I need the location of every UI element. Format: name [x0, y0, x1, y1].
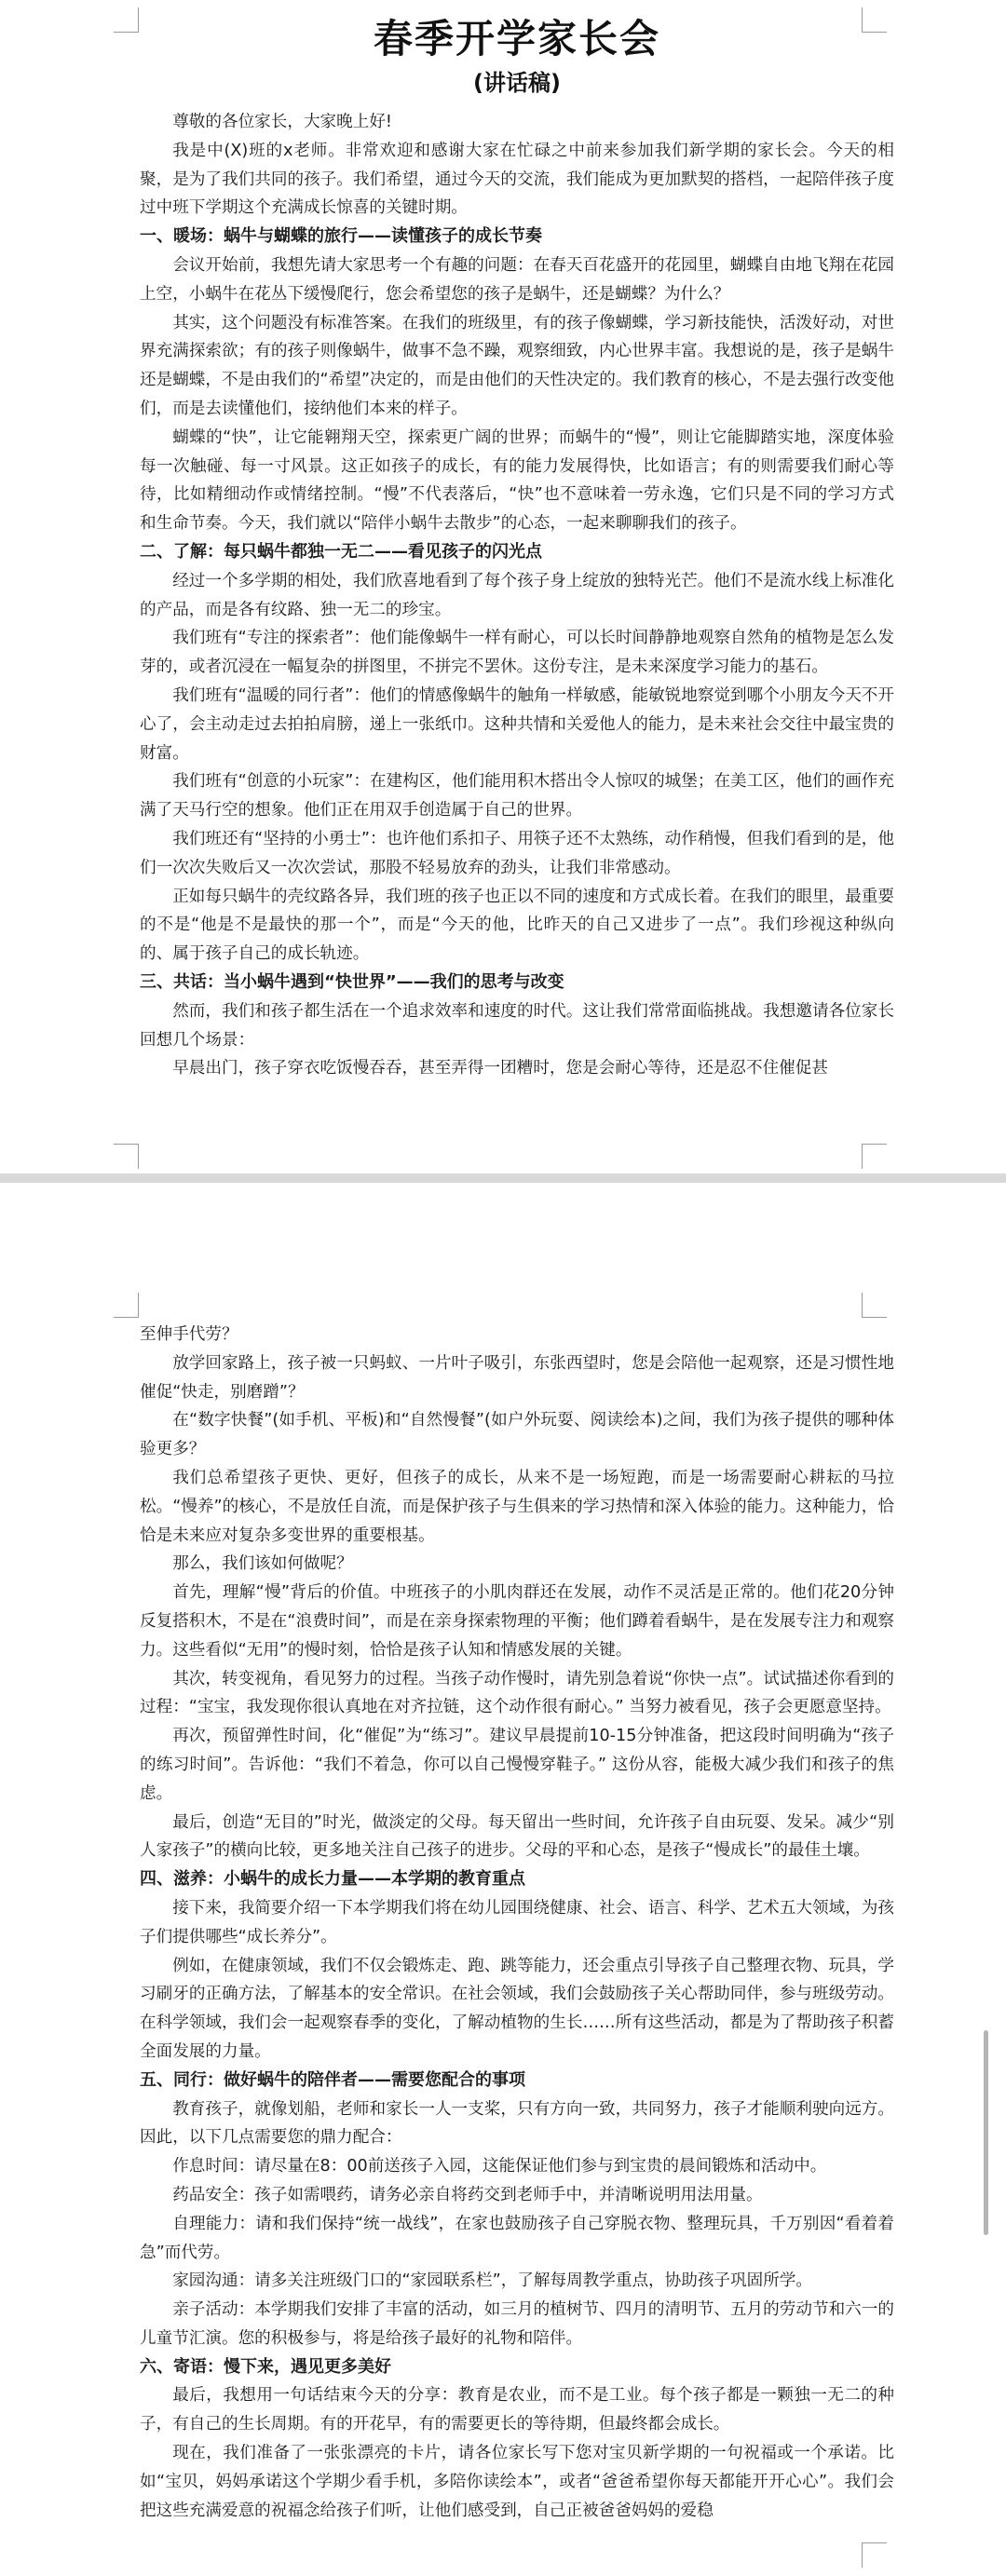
page-1-body [140, 13, 894, 1083]
page-2-body [140, 1321, 894, 2525]
paragraph: 早晨出门，孩子穿衣吃饭慢吞吞，甚至弄得一团糟时，您是会耐心等待，还是忍不住催促甚 [172, 1059, 828, 1078]
paragraph: 例如，在健康领域，我们不仅会锻炼走、跑、跳等能力，还会重点引导孩子自己整理衣物、玩具，学习刷牙的正确方法，了解基本的安全常识。在社会领域，我们会鼓励孩子关心帮助同伴，参与班级劳动。在科学领域，我们会一起观察春季的变化，了解动植物的生长……所有这些活动，都是为了帮助孩子积蓄全面发展的力量。 [140, 1956, 894, 2061]
paragraph: 药品安全：孩子如需喂药，请务必亲自将药交到老师手中，并清晰说明用法用量。 [172, 2185, 763, 2204]
paragraph: 自理能力：请和我们保持“统一战线”，在家也鼓励孩子自己穿脱衣物、整理玩具，千万别因“看着着急”而代劳。 [140, 2214, 894, 2262]
paragraph: 然而，我们和孩子都生活在一个追求效率和速度的时代。这让我们常常面临挑战。我想邀请各位家长回想几个场景： [140, 1001, 894, 1050]
paragraph: 最后，创造“无目的”时光，做淡定的父母。每天留出一些时间，允许孩子自由玩耍、发呆。减少“别人家孩子”的横向比较，更多地关注自己孩子的进步。父母的平和心态，是孩子“慢成长”的最佳土壤。 [140, 1812, 894, 1861]
document-page-1 [0, 0, 1006, 1173]
page-corner-mark [862, 1293, 887, 1318]
paragraph: 接下来，我简要介绍一下本学期我们将在幼儿园围绕健康、社会、语言、科学、艺术五大领域，为孩子们提供哪些“成长养分”。 [140, 1898, 894, 1946]
paragraph: 在“数字快餐”(如手机、平板)和“自然慢餐”(如户外玩耍、阅读绘本)之间，我们为孩子提供的哪种体验更多？ [140, 1411, 894, 1459]
paragraph: 其次，转变视角，看见努力的过程。当孩子动作慢时，请先别急着说“你快一点”。试试描述你看到的过程：“宝宝，我发现你很认真地在对齐拉链，这个动作很有耐心。” 当努力被看见，孩子会更愿意坚持。 [140, 1669, 894, 1717]
paragraph: 现在，我们准备了一张张漂亮的卡片，请各位家长写下您对宝贝新学期的一句祝福或一个承诺。比如“宝贝，妈妈承诺这个学期少看手机，多陪你读绘本”，或者“爸爸希望你每天都能开开心心”。我们会把这些充满爱意的祝福念给孩子们听，让他们感受到，自己正被爸爸妈妈的爱稳 [140, 2444, 894, 2520]
section-heading: 五、同行：做好蜗牛的陪伴者——需要您配合的事项 [140, 2069, 525, 2090]
paragraph: 正如每只蜗牛的壳纹路各异，我们班的孩子也正以不同的速度和方式成长着。在我们的眼里，最重要的不是“他是不是最快的那一个”，而是“今天的他，比昨天的自己又进步了一点”。我们珍视这种纵向的、属于孩子自己的成长轨迹。 [140, 887, 894, 964]
paragraph: 经过一个多学期的相处，我们欣喜地看到了每个孩子身上绽放的独特光芒。他们不是流水线上标准化的产品，而是各有纹路、独一无二的珍宝。 [140, 571, 894, 619]
paragraph: 至伸手代劳？ [140, 1325, 238, 1344]
paragraph: 最后，我想用一句话结束今天的分享：教育是农业，而不是工业。每个孩子都是一颗独一无二的种子，有自己的生长周期。有的开花早，有的需要更长的等待期，但最终都会成长。 [140, 2386, 894, 2434]
page-corner-mark [114, 7, 139, 33]
paragraph: 蝴蝶的“快”，让它能翱翔天空，探索更广阔的世界；而蜗牛的“慢”，则让它能脚踏实地，深度体验每一次触碰、每一寸风景。这正如孩子的成长，有的能力发展得快，比如语言；有的则需要我们耐心等待，比如精细动作或情绪控制。“慢”不代表落后，“快”也不意味着一劳永逸，它们只是不同的学习方式和生命节奏。今天，我们就以“陪伴小蜗牛去散步”的心态，一起来聊聊我们的孩子。 [140, 427, 894, 534]
page-corner-mark [862, 2542, 887, 2568]
paragraph: 家园沟通：请多关注班级门口的“家园联系栏”，了解每周教学重点，协助孩子巩固所学。 [172, 2271, 812, 2291]
paragraph: 我们班有“创意的小玩家”：在建构区，他们能用积木搭出令人惊叹的城堡；在美工区，他们的画作充满了天马行空的想象。他们正在用双手创造属于自己的世界。 [140, 772, 894, 820]
page-corner-mark [114, 1293, 139, 1318]
page-separator [0, 1173, 1006, 1183]
paragraph: 亲子活动：本学期我们安排了丰富的活动，如三月的植树节、四月的清明节、五月的劳动节和六一的儿童节汇演。您的积极参与，将是给孩子最好的礼物和陪伴。 [140, 2300, 894, 2348]
document-subtitle: (讲话稿) [473, 70, 561, 96]
page-1-paragraphs [140, 108, 894, 1083]
paragraph: 放学回家路上，孩子被一只蚂蚁、一片叶子吸引，东张西望时，您是会陪他一起观察，还是习惯性地催促“快走，别磨蹭”？ [140, 1353, 894, 1402]
paragraph: 作息时间：请尽量在8：00前送孩子入园，这能保证他们参与到宝贵的晨间锻炼和活动中。 [172, 2157, 827, 2176]
paragraph: 我们班有“专注的探索者”：他们能像蜗牛一样有耐心，可以长时间静静地观察自然角的植物是怎么发芽的，或者沉浸在一幅复杂的拼图里，不拼完不罢休。这份专注，是未来深度学习能力的基石。 [140, 629, 894, 677]
page-2-paragraphs [140, 1321, 894, 2525]
paragraph: 教育孩子，就像划船，老师和家长一人一支桨，只有方向一致，共同努力，孩子才能顺利驶向远方。因此，以下几点需要您的鼎力配合： [140, 2099, 894, 2148]
section-heading: 三、共话：当小蜗牛遇到“快世界”——我们的思考与改变 [140, 971, 564, 992]
paragraph: 会议开始前，我想先请大家思考一个有趣的问题：在春天百花盛开的花园里，蝴蝶自由地飞翔在花园上空，小蜗牛在花丛下缓慢爬行，您会希望您的孩子是蜗牛，还是蝴蝶？为什么？ [140, 255, 894, 304]
document-page-2 [0, 1183, 1006, 2576]
section-heading: 一、暖场：蜗牛与蝴蝶的旅行——读懂孩子的成长节奏 [140, 226, 542, 247]
page-corner-mark [114, 1144, 139, 1169]
paragraph: 首先，理解“慢”背后的价值。中班孩子的小肌肉群还在发展，动作不灵活是正常的。他们花20分钟反复搭积木，不是在“浪费时间”，而是在亲身探索物理的平衡；他们蹲着看蜗牛，是在发展专注力和观察力。这些看似“无用”的慢时刻，恰恰是孩子认知和情感发展的关键。 [140, 1583, 894, 1660]
document-title: 春季开学家长会 [373, 16, 660, 61]
page-corner-mark [862, 1144, 887, 1169]
paragraph: 我们班还有“坚持的小勇士”：也许他们系扣子、用筷子还不太熟练，动作稍慢，但我们看到的是，他们一次次失败后又一次次尝试，那股不轻易放弃的劲头，让我们非常感动。 [140, 829, 894, 877]
vertical-scrollbar[interactable] [984, 2030, 988, 2235]
paragraph: 我是中(X)班的x老师。非常欢迎和感谢大家在忙碌之中前来参加我们新学期的家长会。今天的相聚，是为了我们共同的孩子。我们希望，通过今天的交流，我们能成为更加默契的搭档，一起陪伴孩子度过中班下学期这个充满成长惊喜的关键时期。 [140, 141, 894, 218]
paragraph: 我们班有“温暖的同行者”：他们的情感像蜗牛的触角一样敏感，能敏锐地察觉到哪个小朋友今天不开心了，会主动走过去拍拍肩膀，递上一张纸巾。这种共情和关爱他人的能力，是未来社会交往中最宝贵的财富。 [140, 685, 894, 763]
paragraph: 我们总希望孩子更快、更好，但孩子的成长，从来不是一场短跑，而是一场需要耐心耕耘的马拉松。“慢养”的核心，不是放任自流，而是保护孩子与生俱来的学习热情和深入体验的能力。这种能力，恰恰是未来应对复杂多变世界的重要根基。 [140, 1468, 894, 1545]
section-heading: 六、寄语：慢下来，遇见更多美好 [140, 2356, 391, 2377]
paragraph: 尊敬的各位家长，大家晚上好! [172, 113, 392, 131]
section-heading: 四、滋养：小蜗牛的成长力量——本学期的教育重点 [140, 1869, 525, 1890]
paragraph: 其实，这个问题没有标准答案。在我们的班级里，有的孩子像蝴蝶，学习新技能快，活泼好动，对世界充满探索欲；有的孩子则像蜗牛，做事不急不躁，观察细致，内心世界丰富。我想说的是，孩子是蜗牛还是蝴蝶，不是由我们的“希望”决定的，而是由他们的天性决定的。我们教育的核心，不是去强行改变他们，而是去读懂他们，接纳他们本来的样子。 [140, 313, 894, 418]
section-heading: 二、了解：每只蜗牛都独一无二——看见孩子的闪光点 [140, 541, 542, 562]
paragraph: 那么，我们该如何做呢？ [172, 1554, 353, 1574]
paragraph: 再次，预留弹性时间，化“催促”为“练习”。建议早晨提前10-15分钟准备，把这段时间明确为“孩子的练习时间”。告诉他：“我们不着急，你可以自己慢慢穿鞋子。” 这份从容，能极大减少我们和孩子的焦虑。 [140, 1727, 894, 1803]
